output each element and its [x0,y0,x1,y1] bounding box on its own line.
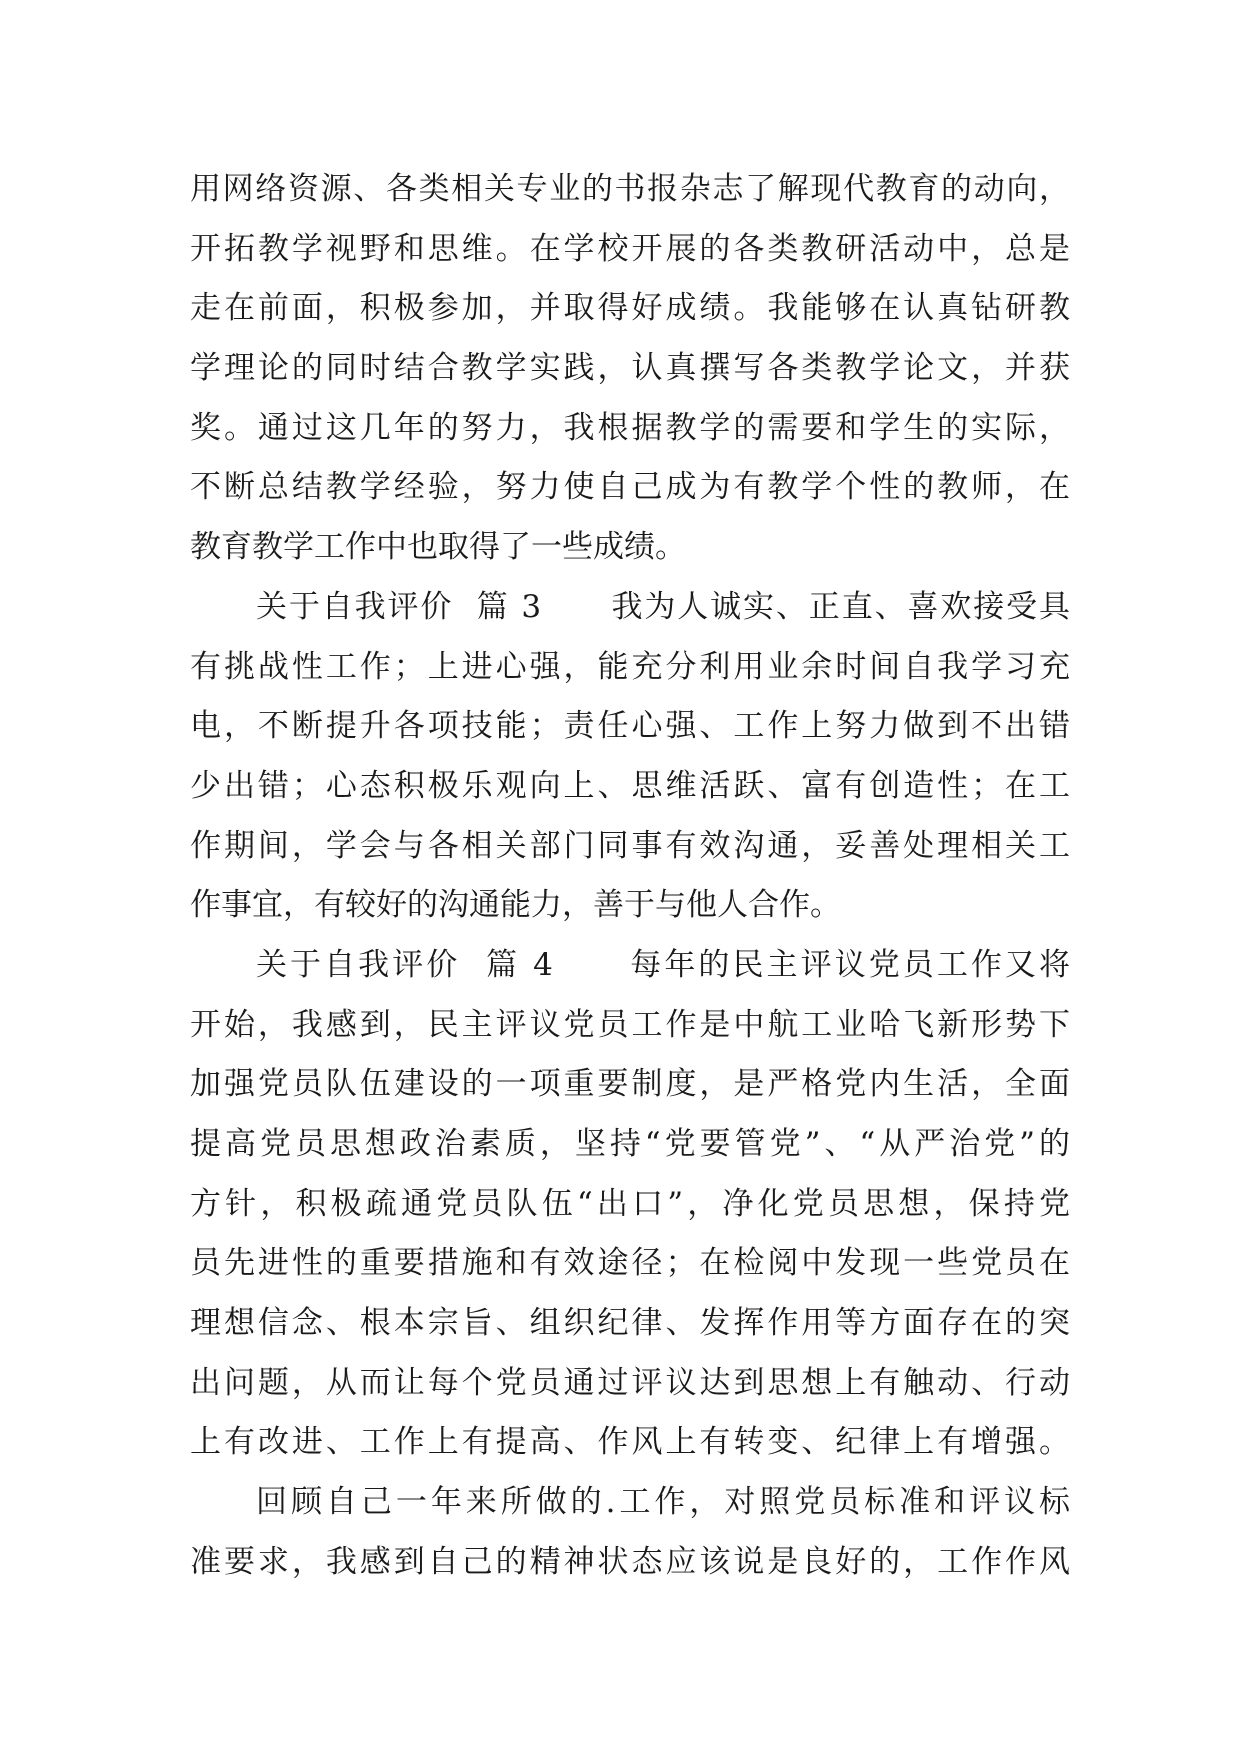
text-line: 准要求，我感到自己的精神状态应该说是良好的，工作作风 [190,1543,1070,1580]
text-line: 教育教学工作中也取得了一些成绩。 [190,529,686,566]
text-line: 电，不断提升各项技能；责任心强、工作上努力做到不出错 [190,708,1070,745]
text-line: 走在前面，积极参加，并取得好成绩。我能够在认真钻研教 [190,290,1070,327]
text-line: 少出错；心态积极乐观向上、思维活跃、富有创造性；在工 [190,767,1070,804]
text-line: 开始，我感到，民主评议党员工作是中航工业哈飞新形势下 [190,1006,1070,1043]
text-line: 方针，积极疏通党员队伍“出口”，净化党员思想，保持党 [190,1185,1070,1222]
section-heading-line: 关于自我评价 篇 3 我为人诚实、正直、喜欢接受具 [256,588,1070,625]
text-line: 作事宜，有较好的沟通能力，善于与他人合作。 [190,887,841,924]
text-line: 上有改进、工作上有提高、作风上有转变、纪律上有增强。 [190,1424,1070,1461]
document-body [190,160,1070,1593]
text-line: 员先进性的重要措施和有效途径；在检阅中发现一些党员在 [190,1245,1070,1282]
text-line: 不断总结教学经验，努力使自己成为有教学个性的教师，在 [190,469,1070,506]
paragraph-start-line: 回顾自己一年来所做的.工作，对照党员标准和评议标 [256,1484,1070,1521]
text-line: 用网络资源、各类相关专业的书报杂志了解现代教育的动向， [190,171,1070,207]
text-line: 奖。通过这几年的努力，我根据教学的需要和学生的实际， [190,409,1070,446]
text-line: 加强党员队伍建设的一项重要制度，是严格党内生活，全面 [190,1066,1070,1103]
text-line: 学理论的同时结合教学实践，认真撰写各类教学论文，并获 [190,350,1070,387]
text-line: 有挑战性工作；上进心强，能充分利用业余时间自我学习充 [190,648,1070,685]
text-line: 理想信念、根本宗旨、组织纪律、发挥作用等方面存在的突 [190,1305,1070,1342]
text-line: 出问题，从而让每个党员通过评议达到思想上有触动、行动 [190,1364,1070,1401]
text-line: 提高党员思想政治素质，坚持“党要管党”、“从严治党”的 [190,1126,1070,1162]
text-line: 作期间，学会与各相关部门同事有效沟通，妥善处理相关工 [190,827,1070,864]
section-heading-line: 关于自我评价 篇 4 每年的民主评议党员工作又将 [256,946,1070,983]
text-line: 开拓教学视野和思维。在学校开展的各类教研活动中，总是 [190,230,1070,267]
